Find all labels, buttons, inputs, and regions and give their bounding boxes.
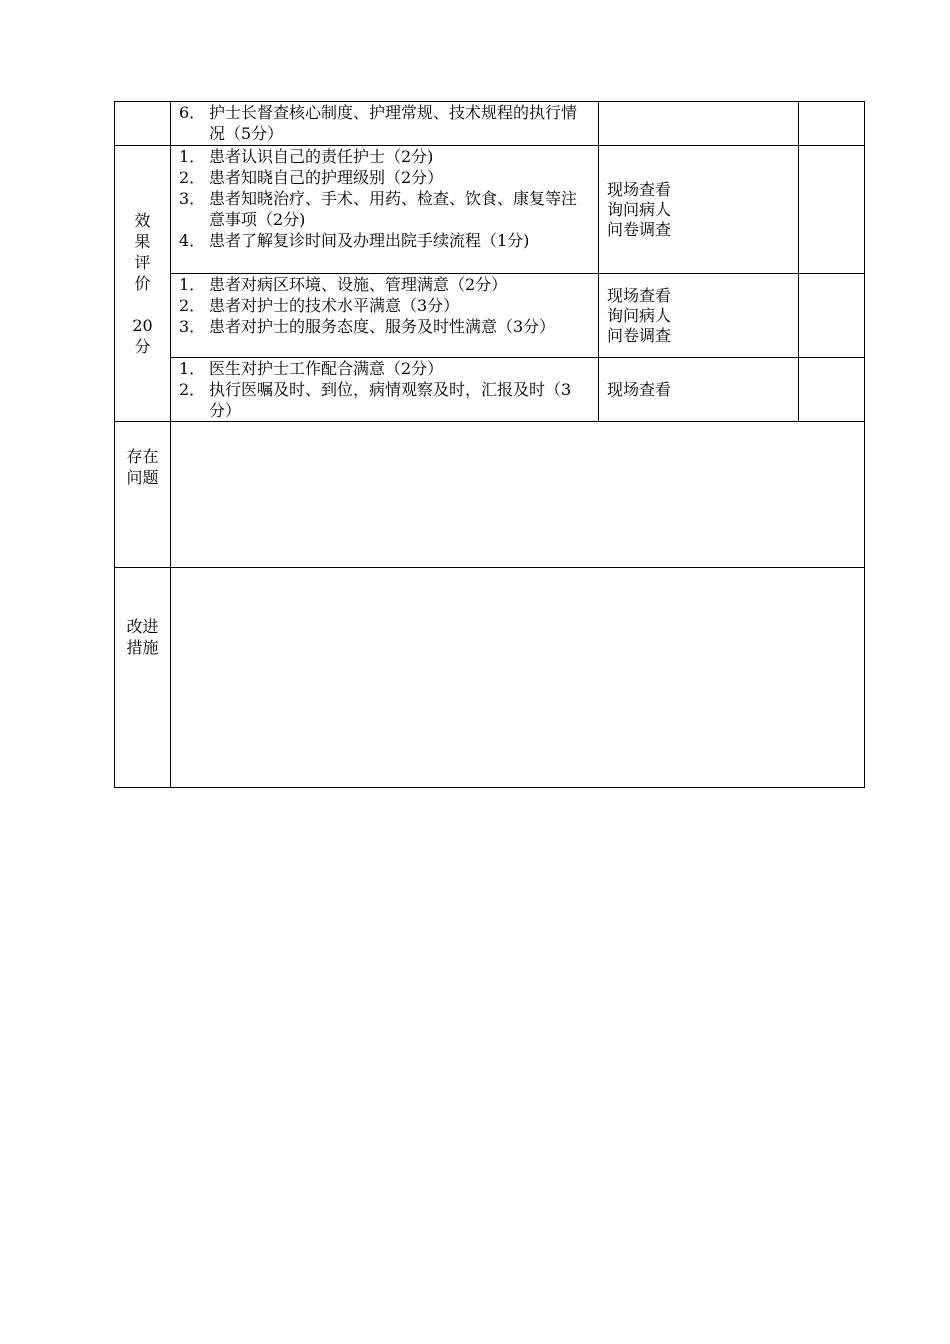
table-row [115, 568, 865, 788]
list-item: 4． 患者了解复诊时间及办理出院手续流程（1分) [179, 231, 530, 250]
table-row [115, 274, 865, 358]
list-item: 6． 护士长督查核心制度、护理常规、技术规程的执行情况（5分） [179, 103, 578, 143]
table-row [115, 422, 865, 568]
list-item: 1． 医生对护士工作配合满意（2分） [179, 359, 444, 378]
effect-evaluation-label: 效 果 评 价 20 分 [115, 146, 171, 422]
score-cell [799, 274, 865, 358]
list-item: 1． 患者认识自己的责任护士（2分) [179, 147, 434, 166]
method-cell: 现场查看 询问病人 问卷调查 [599, 274, 799, 358]
evaluation-table [114, 101, 865, 788]
method-cell: 现场查看 [599, 358, 799, 422]
problems-field[interactable] [171, 422, 865, 568]
list-item: 2． 执行医嘱及时、到位，病情观察及时，汇报及时（3分） [179, 380, 572, 420]
criteria-cell [171, 358, 599, 422]
score-cell [799, 102, 865, 146]
table-row [115, 146, 865, 274]
list-item: 3． 患者对护士的服务态度、服务及时性满意（3分） [179, 317, 556, 336]
method-cell [599, 102, 799, 146]
list-item: 1． 患者对病区环境、设施、管理满意（2分） [179, 275, 508, 294]
table-row [115, 358, 865, 422]
method-cell: 现场查看 询问病人 问卷调查 [599, 146, 799, 274]
problems-label: 存在 问题 [115, 422, 171, 568]
measures-label: 改进 措施 [115, 568, 171, 788]
table-row [115, 102, 865, 146]
score-cell [799, 358, 865, 422]
measures-field[interactable] [171, 568, 865, 788]
criteria-cell [171, 146, 599, 274]
list-item: 3． 患者知晓治疗、手术、用药、检查、饮食、康复等注意事项（2分) [179, 189, 578, 229]
score-cell [799, 146, 865, 274]
category-cell-empty [115, 102, 171, 146]
criteria-cell [171, 102, 599, 146]
list-item: 2． 患者知晓自己的护理级别（2分） [179, 168, 444, 187]
criteria-cell [171, 274, 599, 358]
list-item: 2． 患者对护士的技术水平满意（3分） [179, 296, 460, 315]
